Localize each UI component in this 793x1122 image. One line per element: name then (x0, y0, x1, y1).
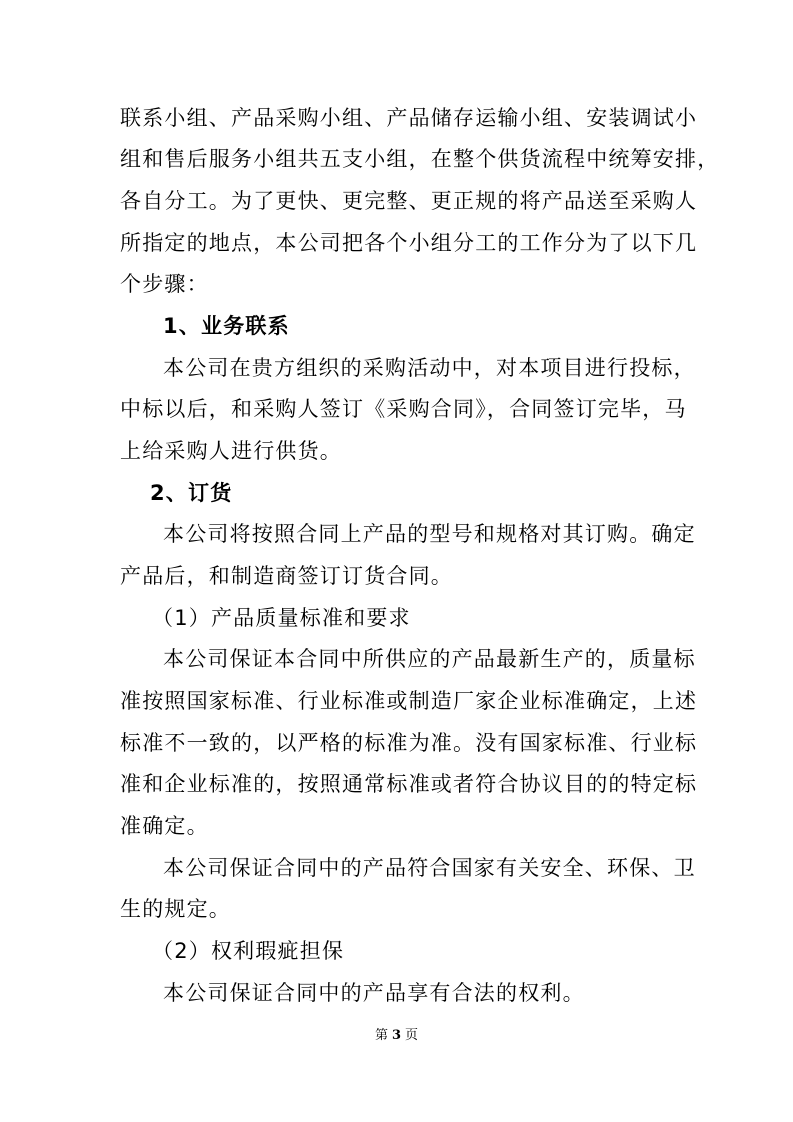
paragraph-line: 标准不一致的，以严格的标准为准。没有国家标准、行业标 (120, 731, 698, 755)
section-heading-ordering: 2、订货 (150, 481, 233, 505)
intro-line: 联系小组、产品采购小组、产品储存运输小组、安装调试小 (120, 106, 698, 130)
page-number-prefix: 第 (374, 1028, 388, 1043)
paragraph-line: 本公司保证合同中的产品符合国家有关安全、环保、卫 (163, 856, 696, 880)
page-number: 3 (391, 1028, 402, 1043)
subheading-quality-standards: （1）产品质量标准和要求 (152, 606, 411, 630)
paragraph-line: 准按照国家标准、行业标准或制造厂家企业标准确定，上述 (120, 689, 698, 713)
paragraph-line: 本公司在贵方组织的采购活动中，对本项目进行投标， (163, 356, 696, 380)
paragraph-line: 本公司保证本合同中所供应的产品最新生产的，质量标 (163, 647, 696, 671)
intro-line: 个步骤： (120, 272, 209, 296)
section-heading-business-contact: 1、业务联系 (163, 314, 290, 338)
paragraph-line: 准确定。 (120, 814, 209, 838)
paragraph-line: 产品后，和制造商签订订货合同。 (120, 564, 453, 588)
paragraph-line: 本公司保证合同中的产品享有合法的权利。 (163, 981, 585, 1005)
paragraph-line: 生的规定。 (120, 897, 231, 921)
subheading-title-warranty: （2）权利瑕疵担保 (152, 939, 345, 963)
paragraph-line: 本公司将按照合同上产品的型号和规格对其订购。确定 (163, 522, 696, 546)
intro-line: 所指定的地点，本公司把各个小组分工的工作分为了以下几 (120, 231, 698, 255)
intro-line: 组和售后服务小组共五支小组，在整个供货流程中统筹安排， (120, 147, 720, 171)
paragraph-line: 准和企业标准的，按照通常标准或者符合协议目的的特定标 (120, 772, 698, 796)
page-footer (0, 1028, 793, 1044)
paragraph-line: 中标以后，和采购人签订《采购合同》，合同签订完毕，马 (120, 397, 687, 421)
page-number-suffix: 页 (405, 1028, 419, 1043)
paragraph-line: 上给采购人进行供货。 (120, 439, 342, 463)
intro-line: 各自分工。为了更快、更完整、更正规的将产品送至采购人 (120, 189, 698, 213)
